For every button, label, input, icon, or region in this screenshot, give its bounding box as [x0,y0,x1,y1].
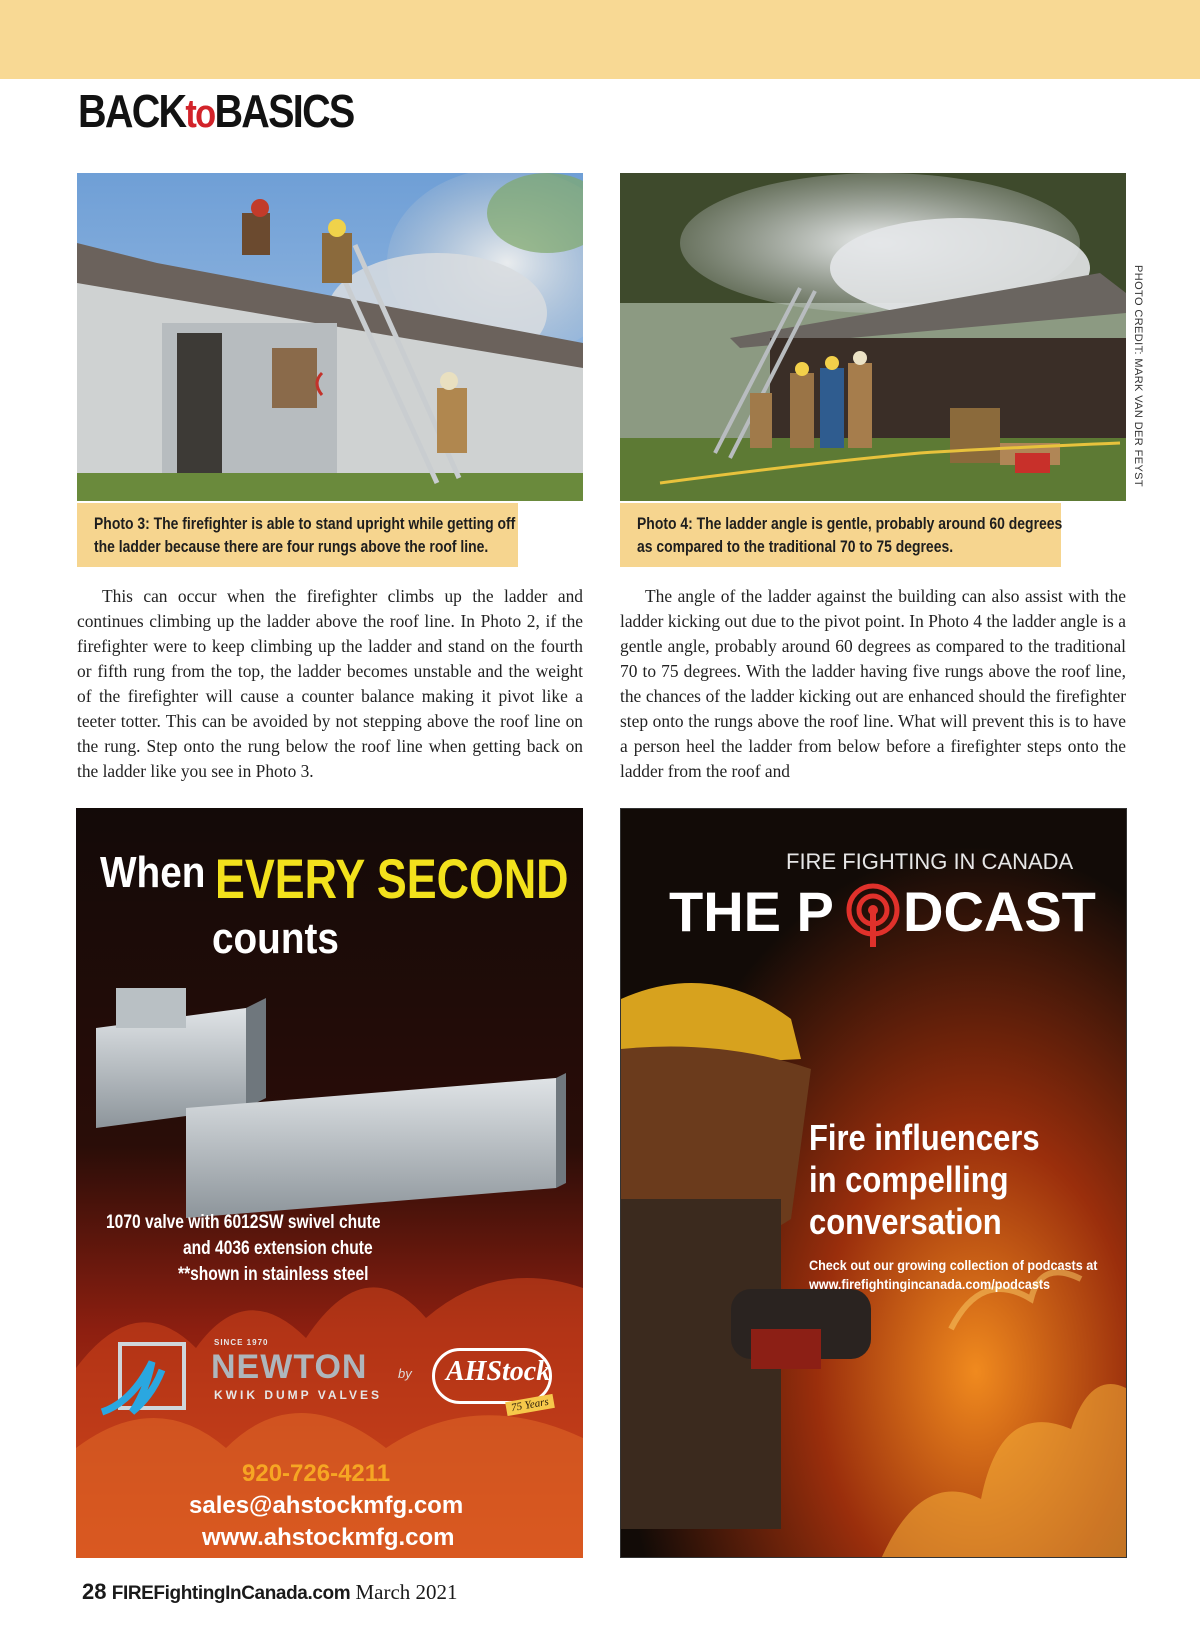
newton-brand-sub: KWIK DUMP VALVES [214,1388,383,1402]
ad-product-line-3: **shown in stainless steel [178,1264,369,1285]
podcast-url[interactable]: www.firefightingincanada.com/podcasts [809,1276,1051,1292]
header-color-band [0,0,1200,79]
photo-3 [77,173,583,501]
newton-logo-mark [98,1342,186,1426]
photo-4 [620,173,1126,501]
section-title-to: to [185,92,215,136]
photo-3-caption [77,503,518,567]
ad-by-label: by [398,1366,412,1381]
newton-advertisement[interactable] [76,808,583,1558]
ad-headline-every-second: EVERY SECOND [215,847,569,910]
photo-3-caption-text: Photo 3: The firefighter is able to stand upright while getting off the ladder because there are four rungs above the roof line. [94,514,516,556]
section-title-basics: BASICS [214,85,354,137]
photo-4-caption-text: Photo 4: The ladder angle is gentle, probably around 60 degrees as compared to the traditional 70 to 75 degrees. [637,514,1063,556]
ahstock-years-ribbon: 75 Years [505,1394,555,1416]
podcast-title-right: DCAST [903,880,1096,943]
podcast-title-left: THE P [669,880,834,943]
footer-site-name[interactable]: FIREFightingInCanada.com [111,1583,351,1604]
ad-product-line-2: and 4036 extension chute [183,1238,373,1259]
section-title [78,84,354,139]
article-column-1: This can occur when the firefighter climbs up the ladder and continues climbing up the ladder above the roof line. In Photo 2, if the firefighter were to keep climbing up the ladder and stand on the fourth or fifth rung from the top, the ladder becomes unstable and the weight of the firefighter will cause a counter balance making it pivot like a teeter totter. This can be avoided by not stepping above the roof line on the rung. Step onto the rung below the roof line when getting back on the ladder like you see in Photo 3. [77,586,583,781]
ad-phone[interactable]: 920-726-4211 [242,1460,391,1487]
newton-since: SINCE 1970 [214,1338,269,1347]
ad-product-line-1: 1070 valve with 6012SW swivel chute [106,1212,381,1233]
footer-issue-date: March 2021 [355,1580,458,1604]
podcast-tagline-line-3: conversation [809,1201,1002,1242]
ad-headline-counts: counts [212,914,339,963]
podcast-advertisement[interactable] [620,808,1127,1558]
page-footer [82,1579,458,1605]
section-title-back: BACK [78,85,186,137]
podcast-broadcast-icon [846,883,900,947]
ad-email[interactable]: sales@ahstockmfg.com [189,1492,464,1519]
ahstock-brand: AHStock [446,1356,551,1387]
page-number: 28 [82,1579,107,1604]
podcast-cta-line-1: Check out our growing collection of podcasts at [809,1257,1098,1273]
photo-4-caption [620,503,1061,567]
ad-website[interactable]: www.ahstockmfg.com [202,1524,455,1551]
ad-headline-when: When [100,848,206,897]
article-column-2: The angle of the ladder against the building can also assist with the ladder kicking out due to the pivot point. In Photo 4 the ladder angle is a gentle angle, probably around 60 degrees as compared to the traditional 70 to 75 degrees. With the ladder having five rungs above the roof line, the chances of the ladder kicking out are enhanced should the firefighter step onto the rungs above the roof line. What will prevent this is to have a person heel the ladder from below before a firefighter steps onto the ladder from the roof and [620,586,1126,781]
podcast-kicker: FIRE FIGHTING IN CANADA [786,849,1074,874]
podcast-tagline-line-2: in compelling [809,1159,1009,1200]
photo-credit: PHOTO CREDIT: MARK VAN DER FEYST [1132,265,1144,488]
podcast-tagline-line-1: Fire influencers [809,1117,1040,1158]
newton-brand: NEWTON [211,1348,368,1386]
